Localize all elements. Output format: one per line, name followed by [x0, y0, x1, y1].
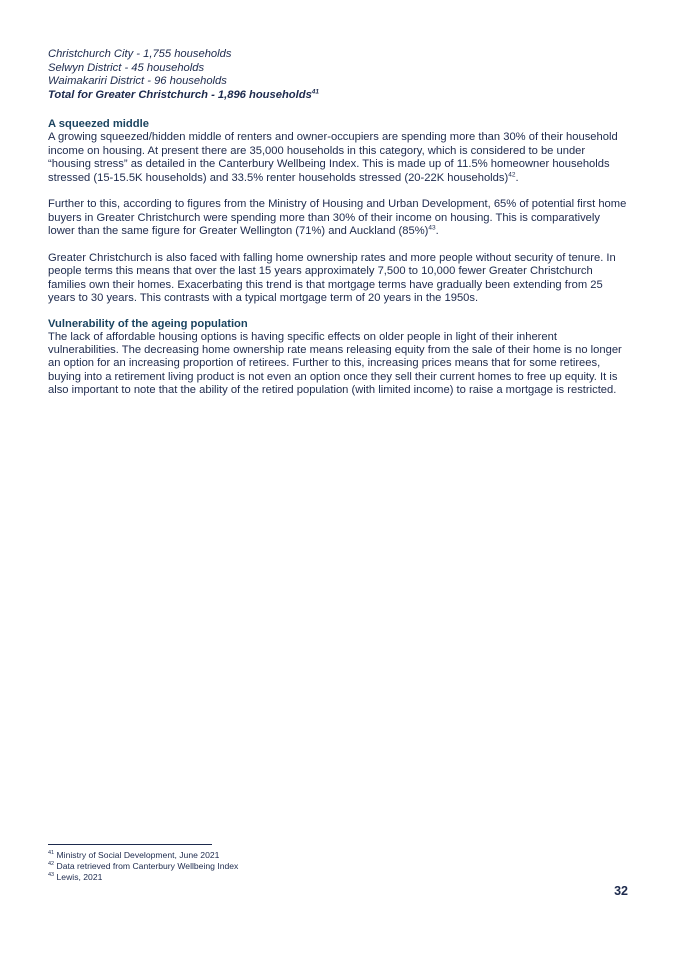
page-number: 32 [614, 884, 628, 898]
paragraph-home-ownership: Greater Christchurch is also faced with falling home ownership rates and more people without security of tenure. In people terms this means that over the last 15 years approximately 7,500 to 10,000 fewer Greater Christchurch families own their homes. Exacerbating this trend is that mortgage terms have gradually been extending from 25 years to 30 years. This contrasts with a typical mortgage term of 20 years in the 1950s. [48, 252, 616, 305]
paragraph-ageing-population: The lack of affordable housing options is having specific effects on older people in light of their inherent vulnerabilities. The decreasing home ownership rate means releasing equity from the sale of their home is no longer an option for an increasing proportion of retirees. Further to this, increasing prices means that for some retirees, buying into a retirement living product is not even an option once they sell their current homes to free up equity. It is also important to note that the ability of the retired population (with limited income) to raise a mortgage is restricted. [48, 330, 622, 397]
households-total-text: Total for Greater Christchurch - 1,896 households [48, 88, 312, 101]
paragraph-housing-stress-end: . [515, 171, 519, 184]
footnote-42 [48, 861, 448, 872]
footnote-ref-41[interactable]: 41 [311, 88, 320, 96]
households-total [48, 89, 628, 103]
footnote-text: Data retrieved from Canterbury Wellbeing Index [56, 861, 239, 871]
paragraph-housing-stress [48, 131, 628, 185]
households-christchurch: Christchurch City - 1,755 households [48, 48, 232, 60]
footnote-marker: 43 [48, 872, 55, 879]
footnotes [48, 850, 448, 883]
footnote-ref-42[interactable]: 42 [508, 170, 516, 178]
households-selwyn: Selwyn District - 45 households [48, 61, 205, 74]
paragraph-first-home-buyers-end: . [435, 225, 439, 238]
footnote-41 [48, 850, 448, 861]
footnote-marker: 41 [48, 850, 55, 857]
footnote-43 [48, 872, 448, 883]
footnote-ref-43[interactable]: 43 [428, 224, 436, 232]
footnote-marker: 42 [48, 861, 55, 868]
section-heading-ageing-population: Vulnerability of the ageing population [48, 317, 248, 330]
paragraph-first-home-buyers-text: Further to this, according to figures from the Ministry of Housing and Urban Development, 65% of potential first home buyers in Greater Christchurch were spending more than 30% of their income on housing. This is comparatively lower than the same figure for Greater Wellington (71%) and Auckland (85%) [48, 198, 627, 238]
footnote-text: Ministry of Social Development, June 2021 [56, 850, 220, 860]
households-list [48, 48, 628, 102]
households-waimakariri: Waimakariri District - 96 households [48, 75, 227, 88]
section-heading-squeezed-middle: A squeezed middle [48, 118, 149, 131]
footnote-text: Lewis, 2021 [56, 872, 103, 882]
paragraph-housing-stress-text: A growing squeezed/hidden middle of renters and owner-occupiers are spending more than 30% of their household income on housing. At present there are 35,000 households in this category, which is considered to be under “housing stress” as detailed in the Canterbury Wellbeing Index. This is made up of 11.5% homeowner households stressed (15-15.5K households) and 33.5% renter households stressed (20-22K households) [48, 131, 618, 184]
paragraph-first-home-buyers [48, 198, 628, 238]
footnote-divider [48, 844, 212, 845]
page-content [48, 48, 628, 398]
